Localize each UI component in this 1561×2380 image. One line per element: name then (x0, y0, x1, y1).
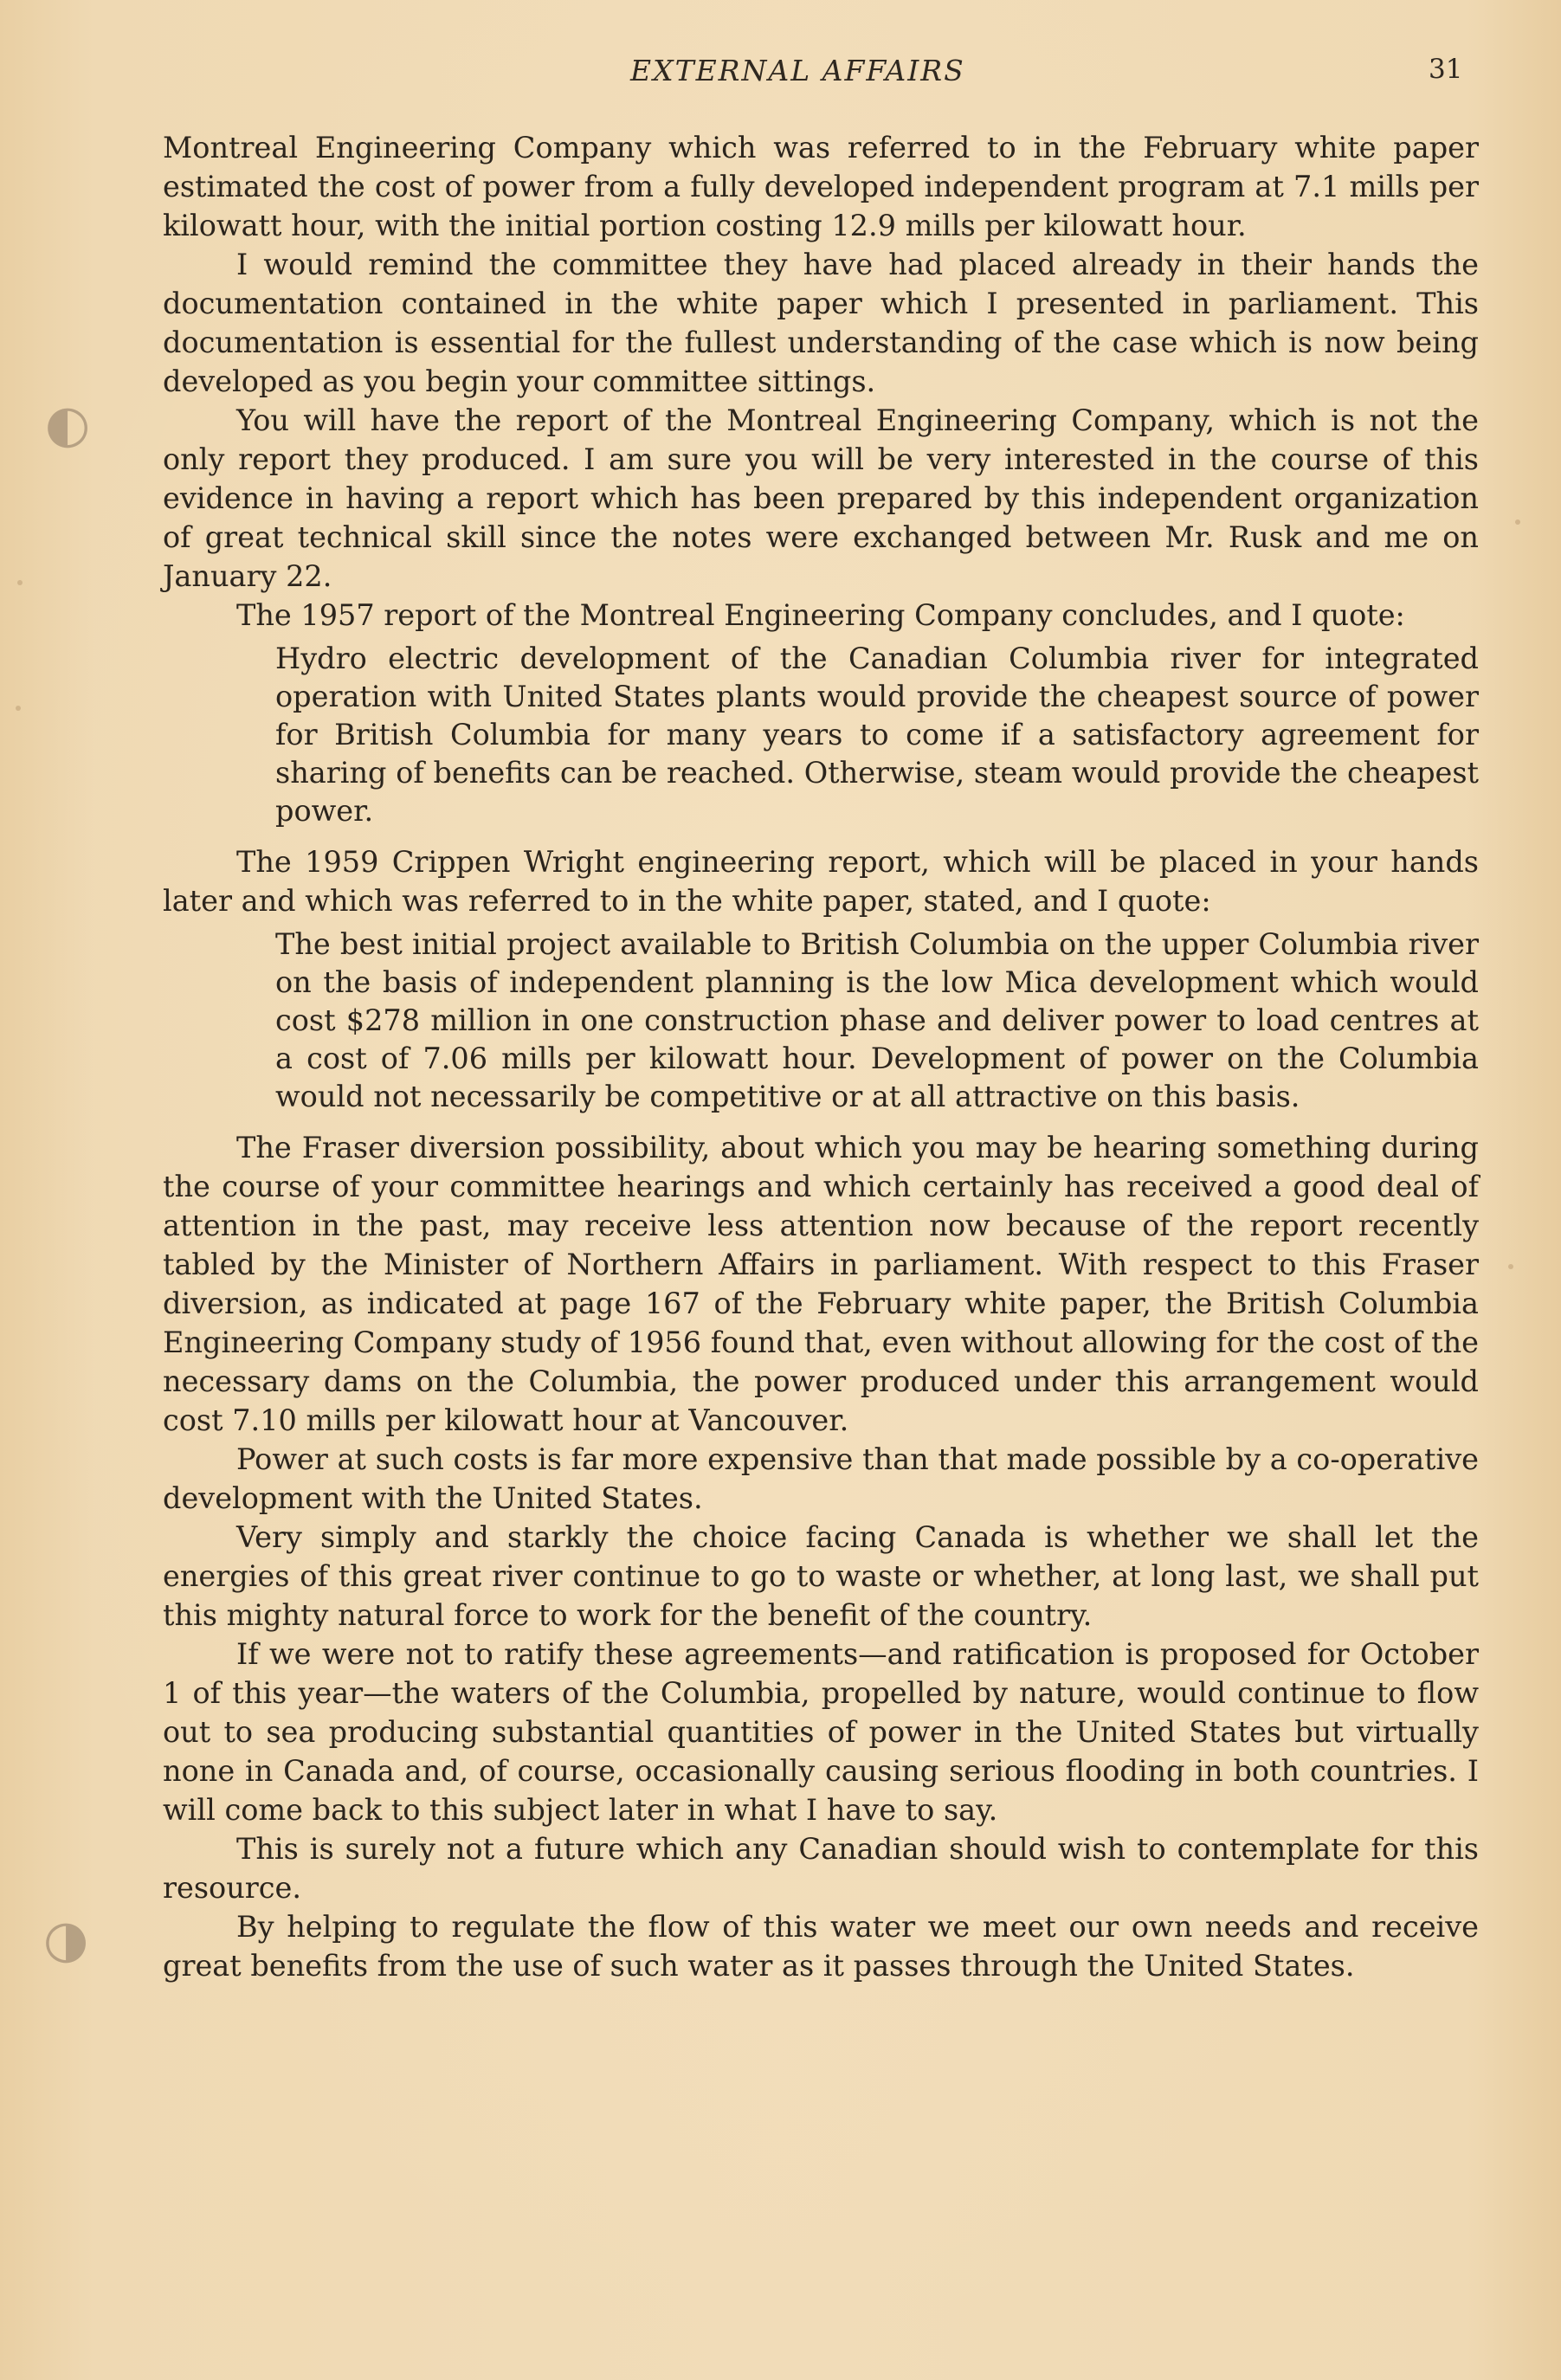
margin-stain-mark: ◐ (45, 394, 91, 455)
block-quote: Hydro electric development of the Canadian Columbia river for integrated operation with United States plants would provide the cheapest source of power for British Columbia for many years to come if a satisfactory agreement for sharing of benefits can be reached. Otherwise, steam would provide the cheapest power. (275, 642, 1479, 828)
running-head: EXTERNAL AFFAIRS (630, 54, 965, 87)
paper-speck (1508, 1264, 1513, 1269)
paragraph: The Fraser diversion possibility, about which you may be hearing something during the course of your committee hearings and which certainly has received a good deal of attention in the past, may receive less attention now because of the report recently tabled by the Minister of Northern Affairs in parliament. With respect to this Fraser diversion, as indicated at page 167 of the February white paper, the British Columbia Engineering Company study of 1956 found that, even without allowing for the cost of the necessary dams on the Columbia, the power produced under this arrangement would cost 7.10 mills per kilowatt hour at Vancouver. (163, 1131, 1479, 1437)
paragraph: Very simply and starkly the choice facing Canada is whether we shall let the energies of this great river continue to go to waste or whether, at long last, we shall put this mighty natural force to work for the benefit of the country. (163, 1520, 1479, 1632)
block-quote: The best initial project available to British Columbia on the upper Columbia river on the basis of independent planning is the low Mica development which would cost $278 million in one construction phase and deliver power to load centres at a cost of 7.06 mills per kilowatt hour. Development of power on the Columbia would not necessarily be competitive or at all attractive on this basis. (275, 927, 1479, 1113)
paragraph: Montreal Engineering Company which was referred to in the February white paper estimated the cost of power from a fully developed independent program at 7.1 mills per kilowatt hour, with the initial portion costing 12.9 mills per kilowatt hour. (163, 131, 1479, 242)
paper-speck (16, 706, 21, 711)
paragraph: I would remind the committee they have had placed already in their hands the documentation contained in the white paper which I presented in parliament. This documentation is essential for the fullest understanding of the case which is now being developed as you begin your committee sittings. (163, 248, 1479, 398)
margin-stain-mark: ◑ (43, 1909, 89, 1970)
paragraph: By helping to regulate the flow of this water we meet our own needs and receive great benefits from the use of such water as it passes through the United States. (163, 1910, 1479, 1983)
paper-speck (1515, 519, 1520, 525)
paragraph: Power at such costs is far more expensive than that made possible by a co-operative development with the United States. (163, 1442, 1479, 1515)
document-body (163, 128, 1479, 1985)
paragraph: The 1959 Crippen Wright engineering report, which will be placed in your hands later and which was referred to in the white paper, stated, and I quote: (163, 845, 1479, 918)
paragraph: You will have the report of the Montreal Engineering Company, which is not the only report they produced. I am sure you will be very interested in the course of this evidence in having a report which has been prepared by this independent organization of great technical skill since the notes were exchanged between Mr. Rusk and me on January 22. (163, 403, 1479, 593)
paragraph: If we were not to ratify these agreements—and ratification is proposed for October 1 of this year—the waters of the Columbia, propelled by nature, would continue to flow out to sea producing substantial quantities of power in the United States but virtually none in Canada and, of course, occasionally causing serious flooding in both countries. I will come back to this subject later in what I have to say. (163, 1637, 1479, 1827)
page-number: 31 (1429, 54, 1463, 85)
page-header (0, 54, 1561, 97)
paragraph: The 1957 report of the Montreal Engineering Company concludes, and I quote: (236, 598, 1405, 632)
paragraph: This is surely not a future which any Canadian should wish to contemplate for this resource. (163, 1832, 1479, 1905)
paper-speck (17, 580, 23, 585)
